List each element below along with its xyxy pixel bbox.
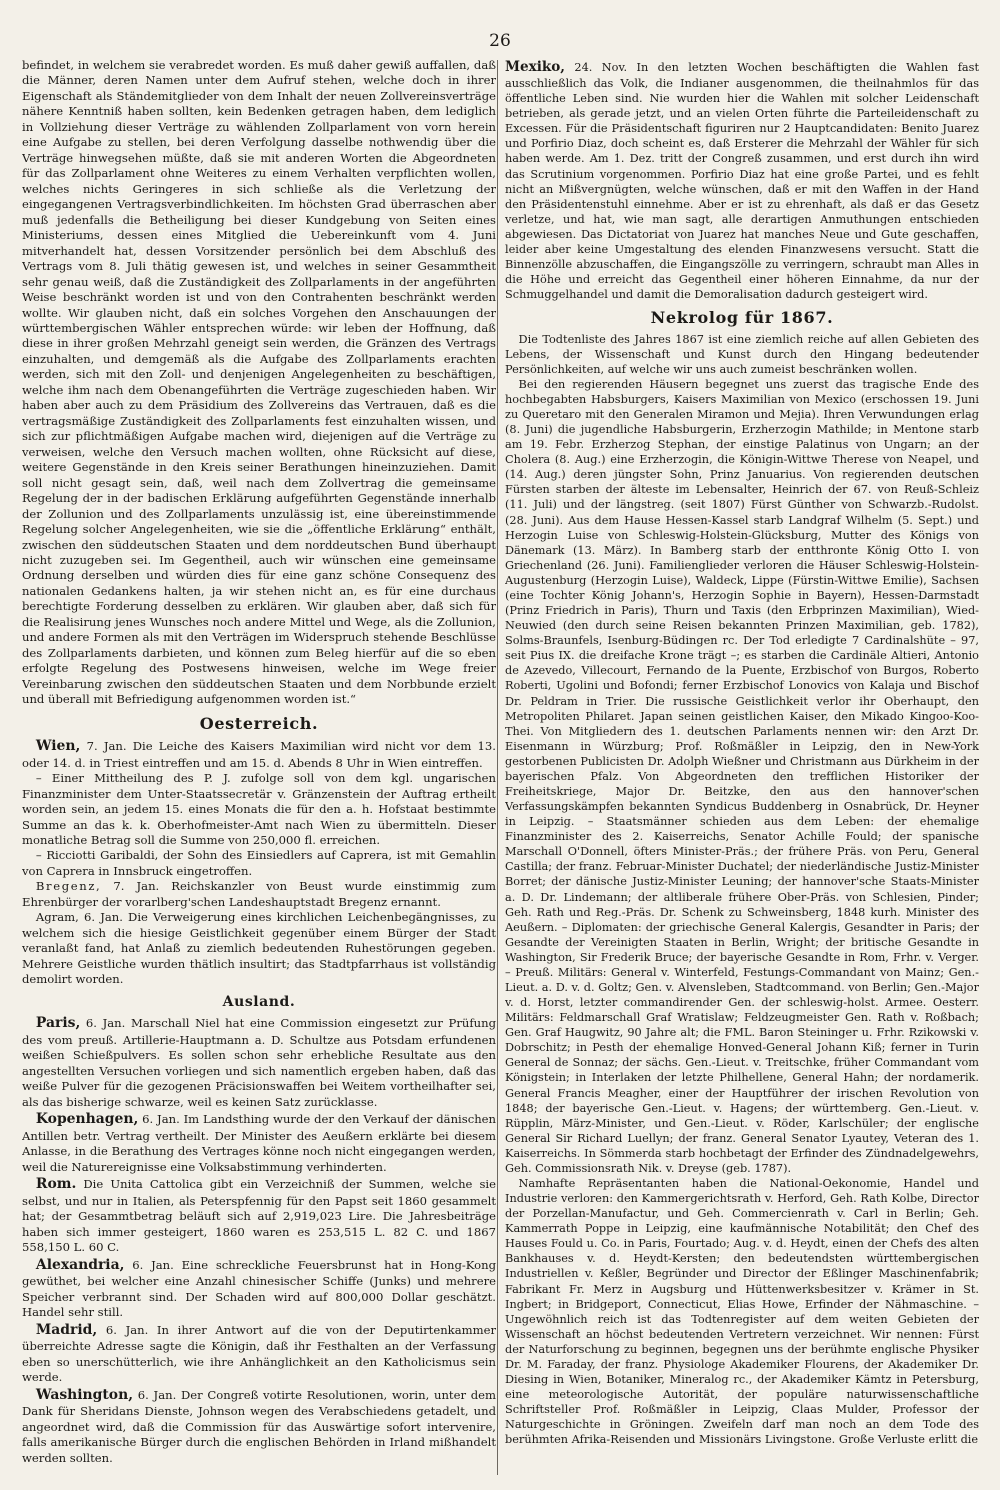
article-wien xyxy=(22,737,496,771)
intro-paragraph: befindet, in welchem sie verabredet worden. Es muß daher gewiß auffallen, daß die Männer, deren Namen unter dem Aufruf stehen, welche doch in ihrer Eigenschaft als Ständemitglieder von dem Inhalt der neuen Zollvereinsverträge nähere Kenntniß haben sollten, kein Bedenken getragen haben, dem lediglich in Vollziehung dieser Verträge zu wählenden Zollparlament von vorn herein eine Aufgabe zu stellen, bei deren Verfolgung dasselbe nothwendig über die Verträge hinwegsehen müßte, daß sie mit anderen Worten die Abgeordneten für das Zollparlament ohne Weiteres zu einem Verhalten verpflichten wollen, welches nichts Geringeres in sich schließe als die Verletzung der eingegangenen Vertragsverbindlichkeiten. Im höchsten Grad überraschen aber muß jedenfalls die Betheiligung bei dieser Kundgebung von Seiten eines Ministeriums, dessen eines Mitglied die Uebereinkunft vom 4. Juni mitverhandelt hat, dessen Vorsitzender persönlich bei dem Abschluß des Vertrags vom 8. Juli thätig gewesen ist, und welches in seiner Gesammtheit sehr genau weiß, daß die Zuständigkeit des Zollparlaments in der angeführten Weise beschränkt worden ist und von den Contrahenten beschränkt werden wollte. Wir glauben nicht, daß ein solches Vorgehen den Anschauungen der württembergischen Wähler entsprechen würde: wir leben der Hoffnung, daß diese in ihrer großen Mehrzahl geneigt sein werden, die Gränzen des Vertrags einzuhalten, und demgemäß als die Aufgabe des Zollparlaments erachten werden, sich mit den Zoll- und denjenigen Angelegenheiten zu beschäftigen, welche ihm nach dem Obenangeführten die Verträge zugeschieden haben. Wir haben aber auch zu dem Präsidium des Zollvereins das Vertrauen, daß es die vertragsmäßige Zuständigkeit des Zollparlaments fest einzuhalten wissen, und sich zur pflichtmäßigen Aufgabe machen wird, diejenigen auf die Verträge zu verweisen, welche den Versuch machen wollten, ohne Rücksicht auf diese, weitere Gegenstände in den Kreis seiner Berathungen hineinzuziehen. Damit soll nicht gesagt sein, daß, weil nach dem Zollvertrag die gemeinsame Regelung der in der badischen Erklärung aufgeführten Gegenstände innerhalb der Zollunion und des Zollparlaments unzulässig ist, eine übereinstimmende Regelung solcher Angelegenheiten, wie sie die „öffentliche Erklärung“ enthält, zwischen den süddeutschen Staaten und dem norddeutschen Bund überhaupt nicht zuzugeben sei. Im Gegentheil, auch wir wünschen eine gemeinsame Ordnung derselben und würden dies für eine ganz schöne Consequenz des nationalen Gedankens halten, ja wir stehen nicht an, es für eine durchaus berechtigte Forderung desselben zu erklären. Wir glauben aber, daß sich für die Realisirung jenes Wunsches noch andere Mittel und Wege, als die Zollunion, und andere Formen als mit den Verträgen im Widerspruch stehende Beschlüsse des Zollparlaments darbieten, und können zum Beleg hierfür auf die so eben erfolgte Regelung des Postwesens hinweisen, welche im Wege freier Vereinbarung zwischen den süddeutschen Staaten und dem Norbbunde erzielt und überall mit Befriedigung aufgenommen worden ist.“ xyxy=(22,58,496,707)
column-divider xyxy=(497,60,498,1475)
article-kopenhagen xyxy=(22,1110,496,1175)
article-text: 6. Jan. Marschall Niel hat eine Commission eingesetzt zur Prüfung des vom preuß. Artillerie-Hauptmann a. D. Schultze aus Potsdam erfundenen weißen Schießpulvers. Es sollen schon sehr erhebliche Resultate aus den angestellten Versuchen vorliegen und sich namentlich ergeben haben, daß das weiße Pulver für die gezogenen Präcisionswaffen bei Weitem vortheilhafter sei, als das bisherige schwarze, weil es keinen Satz zurücklasse. xyxy=(22,1016,496,1109)
section-heading-nekrolog: Nekrolog für 1867. xyxy=(650,308,834,328)
section-heading-ausland: Ausland. xyxy=(222,993,296,1010)
dateline-place: Alexandria, xyxy=(35,1256,125,1273)
article-wien-garibaldi: – Ricciotti Garibaldi, der Sohn des Einsiedlers auf Caprera, ist mit Gemahlin von Caprera in Innsbruck eingetroffen. xyxy=(22,848,496,878)
dateline-place: Rom. xyxy=(35,1176,77,1193)
right-column xyxy=(505,58,979,1478)
article-washington xyxy=(22,1386,496,1466)
article-text: 7. Jan. Reichskanzler von Beust wurde einstimmig zum Ehrenbürger der vorarlberg'schen Landeshauptstadt Bregenz ernannt. xyxy=(22,879,496,909)
article-text: 6. Jan. In ihrer Antwort auf die von der Deputirtenkammer überreichte Adresse sagte die Königin, daß ihr Festhalten an der Verfassung eben so unerschütterlich, wie ihre Anhänglichkeit an den Katholicismus sein werde. xyxy=(22,1322,496,1385)
nekrolog-paragraph: Bei den regierenden Häusern begegnet uns zuerst das tragische Ende des hochbegabten Habsburgers, Kaisers Maximilian von Mexico (erschossen 19. Juni zu Queretaro mit den Generalen Miramon und Mejia). Ihren Verwundungen erlag (8. Juni) die jugendliche Habsburgerin, Erzherzogin Mathilde; in Mentone starb am 19. Febr. Erzherzog Stephan, der einstige Palatinus von Ungarn; an der Cholera (8. Aug.) eine Erzherzogin, die Königin-Wittwe Therese von Neapel, und (14. Aug.) deren jüngster Sohn, Prinz Januarius. Von regierenden deutschen Fürsten starben der älteste im Lebensalter, Heinrich der 67. von Reuß-Schleiz (11. Juli) und der längstreg. (seit 1807) Fürst Günther von Schwarzb.-Rudolst. (28. Juni). Aus dem Hause Hessen-Kassel starb Landgraf Wilhelm (5. Sept.) und Herzogin Luise von Schleswig-Holstein-Glücksburg, Mutter des Königs von Dänemark (13. März). In Bamberg starb der entthronte König Otto I. von Griechenland (26. Juni). Familienglieder verloren die Häuser Schleswig-Holstein-Augustenburg (Herzogin Luise), Waldeck, Lippe (Fürstin-Wittwe Emilie), Sachsen (eine Tochter König Johann's, Herzogin Sophie in Bayern), Hessen-Darmstadt (Prinz Friedrich in Paris), Thurn und Taxis (den Erbprinzen Maximilian), Wied-Neuwied (den durch seine Reisen bekannten Prinzen Maximilian, geb. 1782), Solms-Braunfels, Isenburg-Büdingen rc. Der Tod erledigte 7 Cardinalshüte – 97, seit Pius IX. die dreifache Krone trägt –; es starben die Cardinäle Altieri, Antonio de Azevedo, Villecourt, Fernando de la Puente, Erzbischof von Burgos, Roberto Roberti, Ugolini und Bofondi; ferner Erzbischof Lonovics von Kalaja und Bischof Dr. Peldram in Trier. Die russische Geistlichkeit verlor ihr Oberhaupt, den Metropoliten Philaret. Japan seinen geistlichen Kaiser, den Mikado Kingoo-Koo-Thei. Von Mitgliedern des 1. deutschen Parlaments nennen wir: den Arzt Dr. Eisenmann in Würzburg; Prof. Roßmäßler in Leipzig, den in New-York gestorbenen Publicisten Dr. Adolph Wießner und Christmann aus Dürkheim in der bayerischen Pfalz. Von Abgeordneten den trefflichen Historiker der Freiheitskriege, Major Dr. Beitzke, den aus den hannover'schen Verfassungskämpfen bekannten Syndicus Buddenberg in Osnabrück, Dr. Heyner in Leipzig. – Staatsmänner schieden aus dem Leben: der ehemalige Finanzminister des 2. Kaiserreichs, Senator Achille Fould; der spanische Marschall O'Donnell, öfters Minister-Präs.; der frühere Präs. von Peru, General Castilla; der franz. Februar-Minister Duchatel; der niederländische Justiz-Minister Borret; der dänische Justiz-Minister Leuning; der hannover'sche Staats-Minister a. D. Dr. Lindemann; der altliberale frühere Ober-Präs. von Schlesien, Pinder; Geh. Rath und Reg.-Präs. Dr. Schenk zu Schweinsberg, 1848 kurh. Minister des Aeußern. – Diplomaten: der griechische General Kalergis, Gesandter in Paris; der Gesandte der Vereinigten Staaten in Berlin, Wright; der britische Gesandte in Washington, Sir Frederik Bruce; der bayerische Gesandte in Rom, Frhr. v. Verger. – Preuß. Militärs: General v. Winterfeld, Festungs-Commandant von Mainz; Gen.-Lieut. a. D. v. d. Goltz; Gen. v. Alvensleben, Stadtcommand. von Berlin; Gen.-Major v. d. Horst, letzter commandirender Gen. der schleswig-holst. Armee. Oesterr. Militärs: Feldmarschall Graf Wratislaw; Feldzeugmeister Gen. Rath v. Roßbach; Gen. Graf Haugwitz, 90 Jahre alt; die FML. Baron Steininger u. Frhr. Rzikowski v. Dobrschitz; in Pesth der ehemalige Honved-General Johann Kiß; ferner in Turin General de Sonnaz; der sächs. Gen.-Lieut. v. Treitschke, früher Commandant vom Königstein; in Interlaken der letzte Philhellene, General Hahn; der nordamerik. General Francis Meagher, einer der Hauptführer der irischen Revolution von 1848; der bayerische Gen.-Lieut. v. Hagens; der württemberg. Gen.-Lieut. v. Rüpplin, März-Minister, und Gen.-Lieut. v. Röder, Karlschüler; der englische General Sir Richard Luellyn; der franz. General Senator Lyautey, Veteran des 1. Kaiserreichs. In Sömmerda starb hochbetagt der Erfinder des Zündnadelgewehrs, Geh. Commissionsrath Nik. v. Dreyse (geb. 1787). xyxy=(505,377,979,1175)
article-text: 6. Jan. Die Verweigerung eines kirchlichen Leichenbegängnisses, zu welchem sich die hiesige Geistlichkeit gegenüber einem Bürger der Stadt veranlaßt fand, hat Anlaß zu ziemlich bedeutenden Ruhestörungen gegeben. Mehrere Geistliche wurden thätlich insultirt; das Stadtpfarrhaus ist vollständig demolirt worden. xyxy=(22,910,496,987)
dateline-place: Agram, xyxy=(35,910,79,925)
dateline-place: Madrid, xyxy=(35,1321,98,1338)
nekrolog-paragraph: Namhafte Repräsentanten haben die National-Oekonomie, Handel und Industrie verloren: den Kammergerichtsrath v. Herford, Geh. Rath Kolbe, Director der Porzellan-Manufactur, und Geh. Commercienrath v. Carl in Berlin; Geh. Kammerrath Poppe in Leipzig, eine kaufmännische Notabilität; den Chef des Hauses Fould u. Co. in Paris, Fourtado; Aug. v. d. Heydt, einen der Chefs des alten Bankhauses v. d. Heydt-Kersten; den bedeutendsten württembergischen Industriellen v. Keßler, Begründer und Director der Eßlinger Maschinenfabrik; Fabrikant Fr. Merz in Augsburg und Hüttenwerksbesitzer v. Krämer in St. Ingbert; in Bridgeport, Connecticut, Elias Howe, Erfinder der Nähmaschine. – Ungewöhnlich reich ist das Todtenregister auf dem weiten Gebieten der Wissenschaft an höchst bedeutenden Vertretern verzeichnet. Wir nennen: Fürst der Naturforschung zu beginnen, begegnen uns der berühmte englische Physiker Dr. M. Faraday, der franz. Physiologe Akademiker Flourens, der Akademiker Dr. Diesing in Wien, Botaniker, Mineralog rc., der Akademiker Kämtz in Petersburg, eine meteorologische Autorität, der populäre naturwissenschaftliche Schriftsteller Prof. Roßmäßler in Leipzig, Claas Mulder, Professor der Naturgeschichte in Gröningen. Zweifeln darf man noch an dem Tode des berühmten Afrika-Reisenden und Missionärs Livingstone. Große Verluste erlitt die xyxy=(505,1177,979,1447)
article-rom xyxy=(22,1175,496,1255)
page-number: 26 xyxy=(489,31,511,51)
article-mexiko xyxy=(505,58,979,302)
article-bregenz xyxy=(22,879,496,910)
article-paris xyxy=(22,1014,496,1110)
dateline-place: Washington, xyxy=(35,1386,134,1403)
nekrolog-paragraph: Die Todtenliste des Jahres 1867 ist eine ziemlich reiche auf allen Gebieten des Lebens, der Wissenschaft und Kunst durch den Hingang bedeutender Persönlichkeiten, auf welche wir uns auch zumeist beschränken wollen. xyxy=(505,332,979,376)
article-text: 6. Jan. Im Landsthing wurde der den Verkauf der dänischen Antillen betr. Vertrag vertheilt. Der Minister des Aeußern erklärte bei diesem Anlasse, in die Berathung des Vertrages könne noch nicht eingegangen werden, weil die Naturereignisse eine Volksabstimmung verhinderten. xyxy=(22,1112,496,1174)
article-madrid xyxy=(22,1321,496,1386)
article-text: 6. Jan. Eine schreckliche Feuersbrunst hat in Hong-Kong gewüthet, bei welcher eine Anzahl chinesischer Schiffe (Junks) und mehrere Speicher verbrannt sind. Der Schaden wird auf 800,000 Dollar geschätzt. Handel sehr still. xyxy=(22,1257,496,1320)
dateline-place: Bregenz, xyxy=(35,879,102,894)
dateline-place: Kopenhagen, xyxy=(35,1111,139,1128)
section-heading-oesterreich: Oesterreich. xyxy=(199,713,319,733)
article-agram xyxy=(22,910,496,987)
article-wien-finance: – Einer Mittheilung des P. J. zufolge soll von dem kgl. ungarischen Finanzminister dem Unter-Staatssecretär v. Gränzenstein der Auftrag ertheilt worden sein, an jedem 15. eines Monats die für den a. h. Hofstaat bestimmte Summe an das k. k. Oberhofmeister-Amt nach Wien zu übermitteln. Dieser monatliche Betrag soll die Summe von 250,000 fl. erreichen. xyxy=(22,771,496,847)
dateline-place: Mexiko, xyxy=(505,59,565,75)
article-text: 6. Jan. Der Congreß votirte Resolutionen, worin, unter dem Dank für Sheridans Dienste, Johnson wegen des Verabschiedens getadelt, und angeordnet wird, daß die Commission für das Auswärtige sofort intervenire, falls amerikanische Bürger durch die englischen Behörden in Irland mißhandelt werden sollten. xyxy=(22,1387,496,1465)
article-alexandria xyxy=(22,1256,496,1321)
article-text: 24. Nov. In den letzten Wochen beschäftigten die Wahlen fast ausschließlich das Volk, die Indianer ausgenommen, die theilnahmlos für das öffentliche Leben sind. Nie wurden hier die Wahlen mit solcher Leidenschaft betrieben, als gerade jetzt, und an vielen Orten führte die Parteileidenschaft zu Excessen. Für die Präsidentschaft figuriren nur 2 Hauptcandidaten: Benito Juarez und Porfirio Diaz, doch scheint es, daß Ersterer die Mehrzahl der Wähler für sich haben werde. Am 1. Dez. tritt der Congreß zusammen, und erst durch ihn wird das Scrutinium vorgenommen. Porfirio Diaz hat eine große Partei, und es fehlt nicht an Mißvergnügten, welche wünschen, daß er mit den Waffen in der Hand den Präsidentenstuhl einnehme. Aber er ist zu ehrenhaft, als daß er das Gesetz verletze, und hat, wie man sagt, alle derartigen Anmuthungen entschieden abgewiesen. Das Dictatoriat von Juarez hat manches Neue und Gute geschaffen, leider aber keine Umgestaltung des elenden Finanzwesens versucht. Statt die Binnenzölle abzuschaffen, die Eingangszölle zu verringern, schraubt man Alles in die Höhe und erreicht das Gegentheil einer höheren Einnahme, da nur der Schmuggelhandel und damit die Demoralisation dadurch gesteigert wird. xyxy=(505,61,979,302)
article-text: Die Unita Cattolica gibt ein Verzeichniß der Summen, welche sie selbst, und nur in Italien, als Peterspfennig für den Papst seit 1860 gesammelt hat; der Gesammtbetrag beläuft sich auf 2,919,023 Lire. Die Jahresbeiträge haben sich immer gesteigert, 1860 waren es 253,515 L. 82 C. und 1867 558,150 L. 60 C. xyxy=(22,1177,496,1255)
dateline-place: Paris, xyxy=(35,1015,81,1032)
article-text: 7. Jan. Die Leiche des Kaisers Maximilian wird nicht vor dem 13. oder 14. d. in Triest eintreffen und am 15. d. Abends 8 Uhr in Wien eintreffen. xyxy=(22,739,496,770)
dateline-place: Wien, xyxy=(35,738,81,755)
left-column xyxy=(22,58,496,1478)
